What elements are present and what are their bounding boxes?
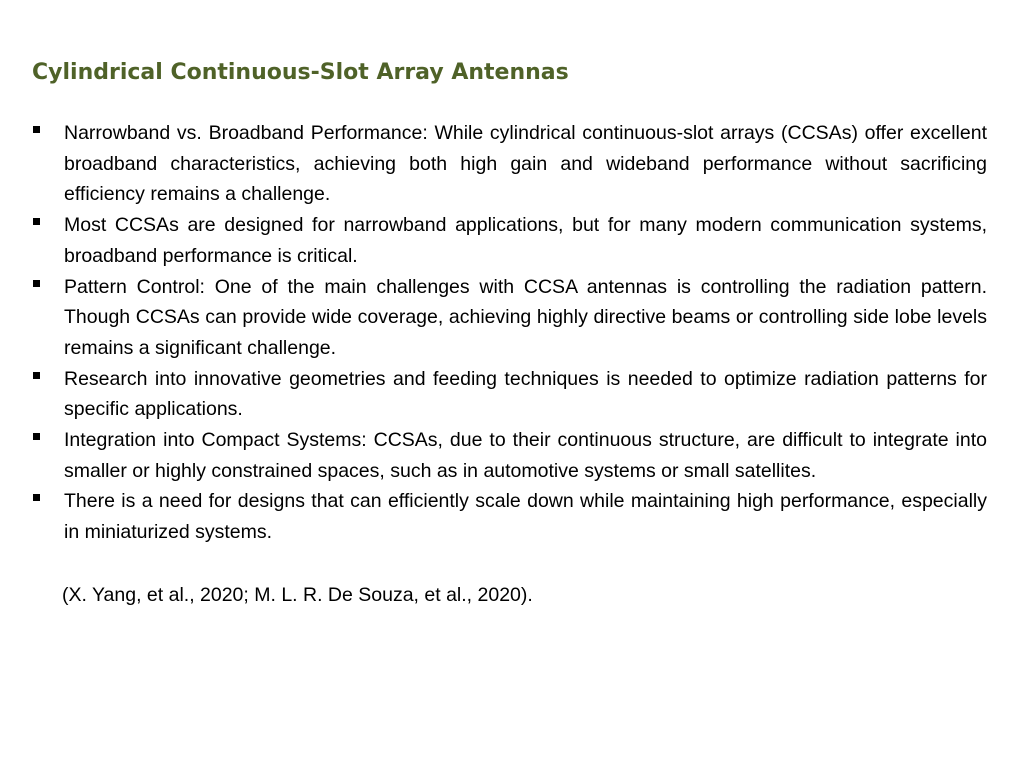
bullet-text: Integration into Compact Systems: CCSAs, due to their continuous structure, are difficult to integrate into smaller or highly constrained spaces, such as in automotive systems or small satellites. xyxy=(64,429,987,482)
square-bullet-icon xyxy=(32,272,64,303)
list-item xyxy=(32,118,987,210)
square-bullet-icon xyxy=(32,364,64,395)
list-item xyxy=(32,364,987,425)
slide-title: Cylindrical Continuous-Slot Array Antennas xyxy=(32,60,569,85)
citation: (X. Yang, et al., 2020; M. L. R. De Souza, et al., 2020). xyxy=(62,584,533,606)
bullet-text: Most CCSAs are designed for narrowband applications, but for many modern communication systems, broadband performance is critical. xyxy=(64,214,987,267)
bullet-text: Research into innovative geometries and feeding techniques is needed to optimize radiation patterns for specific applications. xyxy=(64,367,987,421)
bullet-text: There is a need for designs that can efficiently scale down while maintaining high performance, especially in miniaturized systems. xyxy=(64,490,987,544)
bullet-list xyxy=(32,118,987,548)
list-item xyxy=(32,210,987,271)
list-item xyxy=(32,272,987,364)
square-bullet-icon xyxy=(32,425,64,456)
list-item xyxy=(32,486,987,547)
bullet-text: Narrowband vs. Broadband Performance: While cylindrical continuous-slot arrays (CCSAs) offer excellent broadband characteristics, achieving both high gain and wideband performance without sacrificing efficiency remains a challenge. xyxy=(64,122,987,206)
list-item xyxy=(32,425,987,486)
square-bullet-icon xyxy=(32,486,64,517)
square-bullet-icon xyxy=(32,210,64,241)
square-bullet-icon xyxy=(32,118,64,149)
bullet-text: Pattern Control: One of the main challenges with CCSA antennas is controlling the radiation pattern. Though CCSAs can provide wide coverage, achieving highly directive beams or controlling side lobe levels remains a significant challenge. xyxy=(64,275,987,359)
